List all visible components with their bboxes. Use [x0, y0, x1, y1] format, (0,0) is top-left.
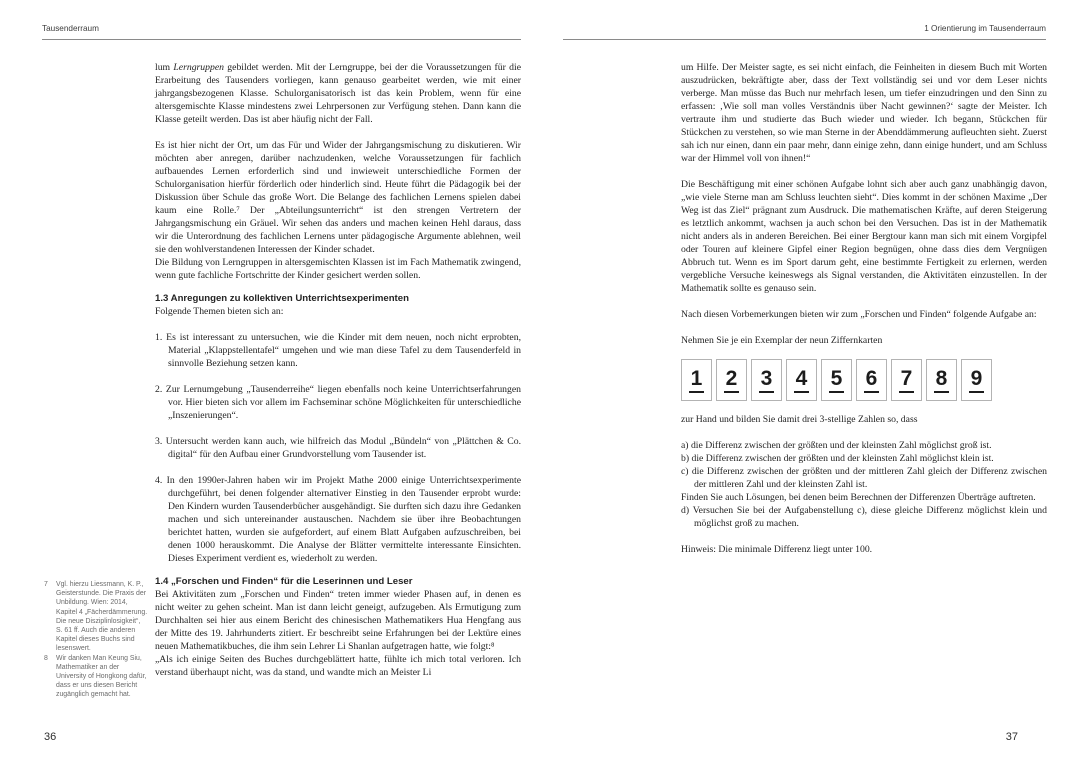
list-item: 3. Untersucht werden kann auch, wie hilfreich das Modul „Bündeln“ von „Plättchen & Co. digital“ für den Aufbau einer Grundvorstellung vom Tausender ist. — [155, 436, 521, 460]
section-heading-1-4: 1.4 „Forschen und Finden“ für die Leserinnen und Leser — [155, 576, 413, 587]
digit-card-5 — [821, 359, 852, 401]
list-item: 4. In den 1990er-Jahren haben wir im Projekt Mathe 2000 einige Unterrichtsexperimente durchgeführt, bei denen folgender alternativer Einstieg in den Tausender erprobt wurde: Den Kindern wurden Tausenderbücher ausgehändigt. Sie durften sich dazu ihre Gedanken machen und sich untereinander austauschen. Nachdem sie über ihre Beobachtungen berichtet hatten, wurden sie aufgefordert, auf einem Blatt Aufgaben aufzuschreiben, bei denen 1000 herauskommt. Die Analyse der Blätter vermittelte interessante Einsichten. Dieses Experiment verdient es, wiederholt zu werden. — [155, 475, 521, 564]
hint-text: Hinweis: Die minimale Differenz liegt unter 100. — [681, 544, 873, 555]
digit: 8 — [934, 368, 950, 393]
digit-card-7 — [891, 359, 922, 401]
footnote — [44, 654, 148, 700]
left-page-text-column — [155, 61, 521, 679]
paragraph: Nach diesen Vorbemerkungen bieten wir zum „Forschen und Finden“ folgende Aufgabe an: — [681, 309, 1037, 320]
page-number-right: 37 — [1005, 731, 1018, 743]
digit: 2 — [724, 368, 740, 393]
margin-footnotes — [44, 580, 148, 700]
right-page-text-column — [681, 61, 1047, 556]
list-item: 2. Zur Lernumgebung „Tausenderreihe“ liegen ebenfalls noch keine Unterrichtserfahrungen vor. Hier bieten sich vor allem im Fachseminar schöne Möglichkeiten für unterschiedliche „Inszenierungen“. — [155, 384, 521, 421]
digit-card-3 — [751, 359, 782, 401]
footnote-number: 8 — [44, 654, 48, 662]
digit-card-8 — [926, 359, 957, 401]
paragraph: Bei Aktivitäten zum „Forschen und Finden“ treten immer wieder Phasen auf, in denen es nicht weiter zu gehen scheint. Man ist dann leicht geneigt, aufzugeben. Als Ermutigung zum Durchhalten sei hier aus einem Bericht des chinesischen Mathematikers Hua Hengfang aus der Mitte des 19. Jahrhunderts zitiert. Er beschreibt seine Erfahrungen bei der Lektüre eines neuen Mathematikbuches, die ihm sein Lehrer Li Shanlan aufgetragen hatte, wie folgt:⁸ — [155, 589, 521, 652]
list-item: 1. Es ist interessant zu untersuchen, wie die Kinder mit dem neuen, noch nicht erprobten, Material „Klappstellentafel“ umgehen und wie man diese Tafel zu dem Tausenderfeld in sinnvolle Beziehung setzen kann. — [155, 332, 521, 369]
digit: 9 — [969, 368, 985, 393]
task-item-a: a) die Differenz zwischen der größten und der kleinsten Zahl möglichst groß ist. — [681, 440, 992, 451]
digit-card-1 — [681, 359, 712, 401]
digit-card-2 — [716, 359, 747, 401]
page-number-left: 36 — [44, 731, 57, 743]
digit: 3 — [759, 368, 775, 393]
footnote-text: Vgl. hierzu Liessmann, K. P., Geisterstunde. Die Praxis der Unbildung. Wien: 2014, Kapitel 4 „Fächerdämmerung. Die neue Disziplinlosigkeit“, S. 61 ff. Auch die anderen Kapitel dieses Buchs sind lesenswert. — [56, 581, 148, 653]
paragraph: zur Hand und bilden Sie damit drei 3-stellige Zahlen so, dass — [681, 414, 918, 425]
paragraph-text: lum — [155, 62, 174, 73]
running-head-right: 1 Orientierung im Tausenderraum — [563, 24, 1046, 40]
footnote-text: Wir danken Man Keung Siu, Mathematiker an der University of Hongkong dafür, dass er uns diesen Bericht zugänglich gemacht hat. — [56, 654, 147, 699]
digit: 4 — [794, 368, 810, 393]
digit: 1 — [689, 368, 705, 393]
footnote-number: 7 — [44, 581, 48, 588]
paragraph: „Als ich einige Seiten des Buches durchgeblättert hatte, fühlte ich mich total verloren. Ich verstand überhaupt nicht, was da stand, und wandte mich an Meister Li — [155, 654, 521, 678]
running-head-left: Tausenderraum — [42, 24, 521, 40]
task-item-b: b) die Differenz zwischen der größten und der kleinsten Zahl möglichst klein ist. — [681, 453, 994, 464]
digit-card-6 — [856, 359, 887, 401]
digit-cards-row — [681, 359, 1047, 401]
footnote — [44, 580, 148, 654]
task-item-c: c) die Differenz zwischen der größten und der mittleren Zahl gleich der Differenz zwischen der mittleren Zahl und der kleinsten Zahl ist. — [681, 466, 1047, 490]
task-note: Finden Sie auch Lösungen, bei denen beim Berechnen der Differenzen Überträge auftreten. — [681, 492, 1036, 503]
paragraph: Es ist hier nicht der Ort, um das Für und Wider der Jahrgangsmischung zu diskutieren. Wir möchten aber anregen, darüber nachzudenken, welche Voraussetzungen für fachlich aufbauendes Lernen erforderlich sind und inwieweit unterschiedliche Formen der Schulorganisation hierfür förderlich oder hinderlich sind. Heute führt die Pädagogik bei der Diskussion über Schule das große Wort. Die Belange des fachlichen Lernens spielen dabei kaum eine Rolle.⁷ Der „Abteilungsunterricht“ ist den strengen Vertretern der Jahrgangsmischung ein Gräuel. Wir sehen das anders und machen keinen Hehl daraus, dass wir die Unterordnung des fachlichen Lernens unter pädagogische Argumente ablehnen, weil sie den wohlverstandenen Interessen der Kinder schadet. — [155, 140, 521, 255]
paragraph: Nehmen Sie je ein Exemplar der neun Ziffernkarten — [681, 335, 883, 346]
digit-card-4 — [786, 359, 817, 401]
digit: 5 — [829, 368, 845, 393]
paragraph-text: gebildet werden. Mit der Lerngruppe, bei der die Voraussetzungen für die Erarbeitung des Tausenders vorliegen, kann genauso gearbeitet werden, wie mit einer jahrgangsbezogenen Klasse. Schulorganisatorisch ist das kein Problem, wenn für eine altersgemischte Klasse mindestens zwei Lehrpersonen zur Verfügung stehen. Dann kann die Klasse geteilt werden. Das ist aber häufig nicht der Fall. — [155, 62, 521, 125]
digit: 6 — [864, 368, 880, 393]
paragraph — [155, 61, 521, 126]
italic-term: Lerngruppen — [173, 62, 224, 73]
digit: 7 — [899, 368, 915, 393]
section-heading-1-3: 1.3 Anregungen zu kollektiven Unterrichtsexperimenten — [155, 293, 409, 304]
paragraph: Die Bildung von Lerngruppen in altersgemischten Klassen ist im Fach Mathematik zwingend, wenn gute fachliche Fortschritte der Kinder gesichert werden sollen. — [155, 257, 521, 281]
paragraph: um Hilfe. Der Meister sagte, es sei nicht einfach, die Feinheiten in diesem Buch mit Worten auszudrücken, bekräftigte aber, dass der Text vollständig sei und vor dem Leser nichts verberge. Man müsse das Buch nur mehrfach lesen, um tiefer einzudringen und den Sinn zu erfassen: ‚Wie soll man volles Verständnis über Nacht gewinnen?‘ sagte der Meister. Ich vertraute ihm und studierte das Buch wieder und wieder. Ich begann, Stückchen für Stückchen zu verstehen, so wie man Sterne in der Abenddämmerung aufleuchten sieht. Zuerst sah ich nur einen, dann ein paar mehr, dann einige zehn, dann einige hundert, und am Schluss war der Himmel voll von ihnen!“ — [681, 62, 1047, 164]
task-item-d: d) Versuchen Sie bei der Aufgabenstellung c), diese gleiche Differenz möglichst klein und möglichst groß zu machen. — [681, 505, 1047, 529]
section-intro: Folgende Themen bieten sich an: — [155, 306, 284, 317]
paragraph: Die Beschäftigung mit einer schönen Aufgabe lohnt sich aber auch ganz unabhängig davon, „wie viele Sterne man am Schluss leuchten sieht“. Dies kommt in der schönen Maxime „Der Weg ist das Ziel“ prägnant zum Ausdruck. Die mathematischen Kräfte, auf deren Steigerung es letztlich ankommt, wachsen ja auch schon bei den Versuchen. Das ist in der Mathematik nicht anders als in anderen Bereichen. Bei einer Bergtour kann man sich mit einem Vorgipfel oder Touren auf kleinere Gipfel einer Region begnügen, ohne dass dies dem Vergnügen Abbruch tut. Wenn es im Sport darum geht, eine bestimmte Fertigkeit zu erlernen, werden vergebliche Versuche keineswegs als Signal verstanden, die Aktivitäten einzustellen. In der Mathematik sollte es genauso sein. — [681, 179, 1047, 294]
digit-card-9 — [961, 359, 992, 401]
